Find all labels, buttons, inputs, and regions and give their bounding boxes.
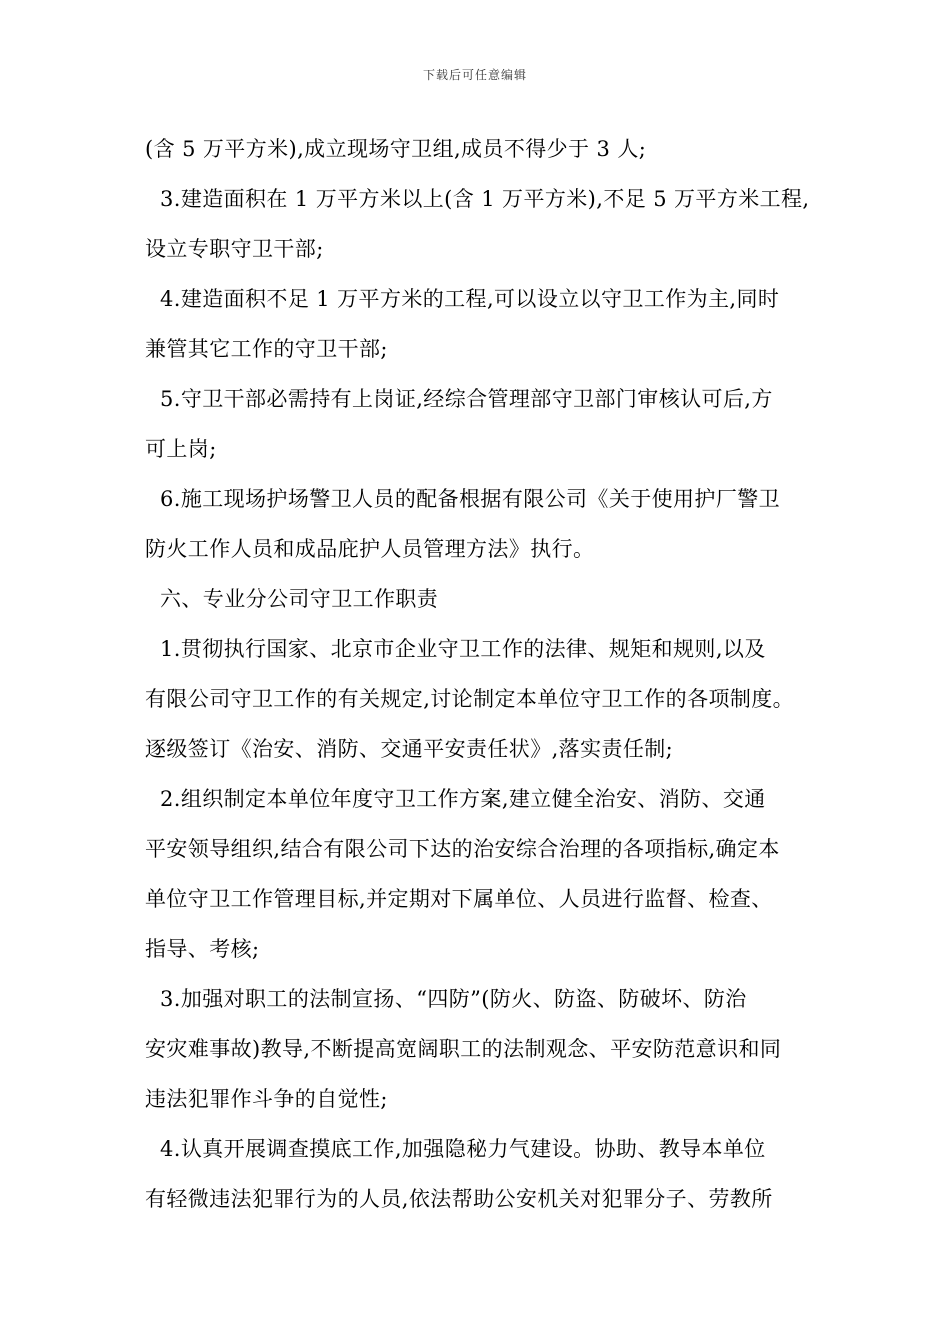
- text-line: 3.加强对职工的法制宣扬、“四防”(防火、防盗、防破坏、防治: [160, 987, 747, 1011]
- text-line: 有轻微违法犯罪行为的人员,依法帮助公安机关对犯罪分子、劳教所: [145, 1187, 773, 1211]
- text-line: (含 5 万平方米),成立现场守卫组,成员不得少于 3 人;: [145, 137, 647, 161]
- text-line: 3.建造面积在 1 万平方米以上(含 1 万平方米),不足 5 万平方米工程,: [160, 187, 810, 211]
- text-line: 安灾难事故)教导,不断提高宽阔职工的法制观念、平安防范意识和同: [145, 1037, 782, 1061]
- text-line: 6.施工现场护场警卫人员的配备根据有限公司《关于使用护厂警卫: [160, 487, 781, 511]
- text-line: 防火工作人员和成品庇护人员管理方法》执行。: [145, 537, 595, 561]
- text-line: 5.守卫干部必需持有上岗证,经综合管理部守卫部门审核认可后,方: [160, 387, 773, 411]
- text-line: 违法犯罪作斗争的自觉性;: [145, 1087, 388, 1111]
- text-line: 兼管其它工作的守卫干部;: [145, 337, 388, 361]
- text-line: 逐级签订《治安、消防、交通平安责任状》,落实责任制;: [145, 737, 674, 761]
- text-line: 有限公司守卫工作的有关规定,讨论制定本单位守卫工作的各项制度。: [145, 687, 795, 711]
- text-line: 单位守卫工作管理目标,并定期对下属单位、人员进行监督、检查、: [145, 887, 773, 911]
- text-line: 指导、考核;: [145, 937, 260, 961]
- section-heading: 六、专业分公司守卫工作职责: [160, 587, 439, 611]
- page-header: 下载后可任意编辑: [422, 68, 527, 82]
- text-line: 可上岗;: [145, 437, 217, 461]
- text-line: 1.贯彻执行国家、北京市企业守卫工作的法律、规矩和规则,以及: [160, 637, 766, 661]
- text-line: 4.认真开展调查摸底工作,加强隐秘力气建设。协助、教导本单位: [160, 1137, 766, 1161]
- text-line: 平安领导组织,结合有限公司下达的治安综合治理的各项指标,确定本: [145, 837, 780, 861]
- text-line: 2.组织制定本单位年度守卫工作方案,建立健全治安、消防、交通: [160, 787, 766, 811]
- text-line: 4.建造面积不足 1 万平方米的工程,可以设立以守卫工作为主,同时: [160, 287, 780, 311]
- text-line: 设立专职守卫干部;: [145, 237, 324, 261]
- document-body: [145, 124, 820, 1224]
